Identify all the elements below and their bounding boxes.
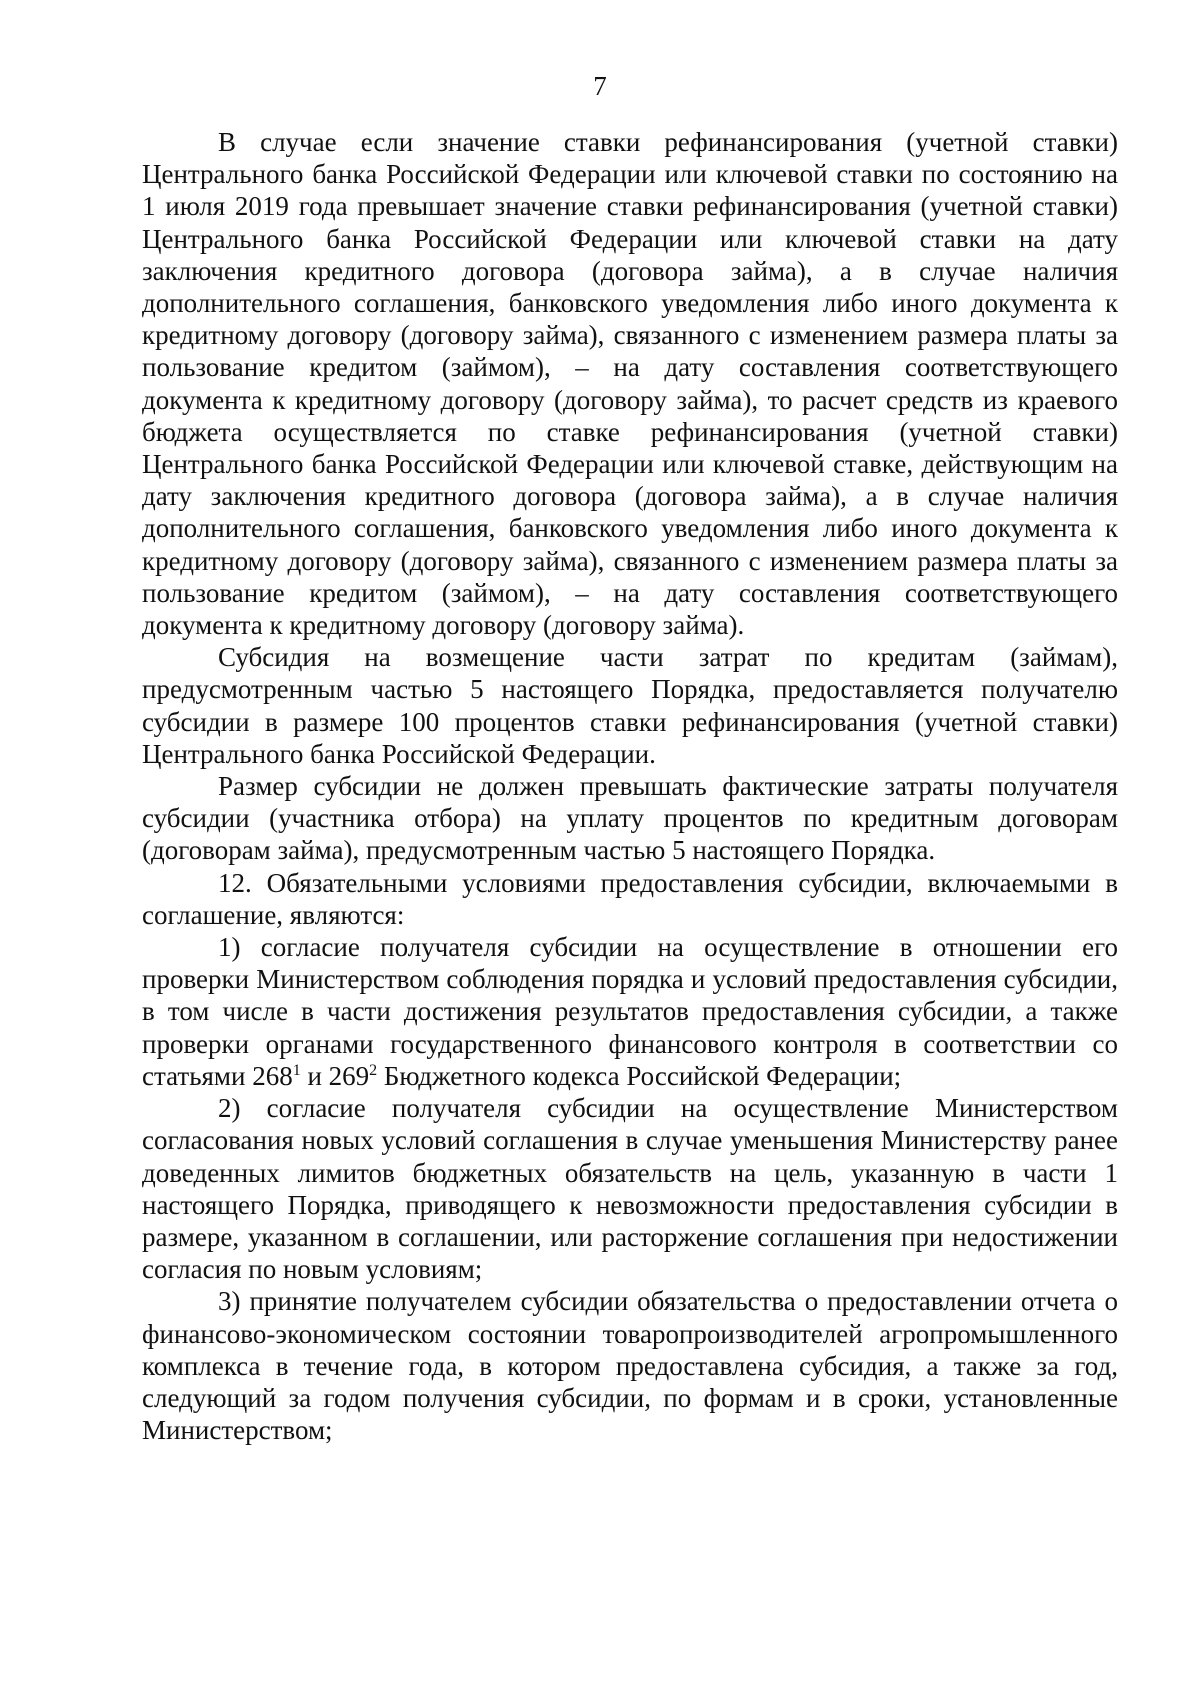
- paragraph-refinancing-rate: В случае если значение ставки рефинансирования (учетной ставки) Центрального банка Российской Федерации или ключевой ставки по состоянию на 1 июля 2019 года превышает значение ставки рефинансирования (учетной ставки) Центрального банка Российской Федерации или ключевой ставки на дату заключения кредитного договора (договора займа), а в случае наличия дополнительного соглашения, банковского уведомления либо иного документа к кредитному договору (договору займа), связанного с изменением размера платы за пользование кредитом (займом), – на дату составления соответствующего документа к кредитному договору (договору займа), то расчет средств из краевого бюджета осуществляется по ставке рефинансирования (учетной ставки) Центрального банка Российской Федерации или ключевой ставке, действующим на дату заключения кредитного договора (договора займа), а в случае наличия дополнительного соглашения, банковского уведомления либо иного документа к кредитному договору (договору займа), связанного с изменением размера платы за пользование кредитом (займом), – на дату составления соответствующего документа к кредитному договору (договору займа).: [142, 127, 1118, 641]
- paragraph-section-12: 12. Обязательными условиями предоставления субсидии, включаемыми в соглашение, являются:: [142, 867, 1118, 930]
- list-item-1-text: 1) согласие получателя субсидии на осуществление в отношении его проверки Министерством соблюдения порядка и условий предоставления субсидии, в том числе в части достижения результатов предоставления субсидии, а также проверки органами государственного финансового контроля в соответствии со статьями 268: [142, 932, 1118, 1091]
- list-item-1: [142, 931, 1118, 1092]
- list-item-3: 3) принятие получателем субсидии обязательства о предоставлении отчета о финансово-экономическом состоянии товаропроизводителей агропромышленного комплекса в течение года, в котором предоставлена субсидия, а также за год, следующий за годом получения субсидии, по формам и в сроки, установленные Министерством;: [142, 1286, 1118, 1446]
- superscript-2: 2: [369, 1061, 378, 1079]
- superscript-1: 1: [292, 1061, 301, 1079]
- document-body: [142, 126, 1118, 1446]
- page-number: 7: [593, 71, 607, 101]
- list-item-1-middle: и 269: [300, 1060, 370, 1091]
- list-item-1-end: Бюджетного кодекса Российской Федерации;: [377, 1060, 902, 1091]
- paragraph-subsidy-size: Субсидия на возмещение части затрат по кредитам (займам), предусмотренным частью 5 настоящего Порядка, предоставляется получателю субсидии в размере 100 процентов ставки рефинансирования (учетной ставки) Центрального банка Российской Федерации.: [142, 642, 1118, 769]
- list-item-2: 2) согласие получателя субсидии на осуществление Министерством согласования новых условий соглашения в случае уменьшения Министерству ранее доведенных лимитов бюджетных обязательств на цель, указанную в части 1 настоящего Порядка, приводящего к невозможности предоставления субсидии в размере, указанном в соглашении, или расторжение соглашения при недостижении согласия по новым условиям;: [142, 1093, 1118, 1285]
- paragraph-subsidy-limit: Размер субсидии не должен превышать фактические затраты получателя субсидии (участника отбора) на уплату процентов по кредитным договорам (договорам займа), предусмотренным частью 5 настоящего Порядка.: [142, 771, 1118, 866]
